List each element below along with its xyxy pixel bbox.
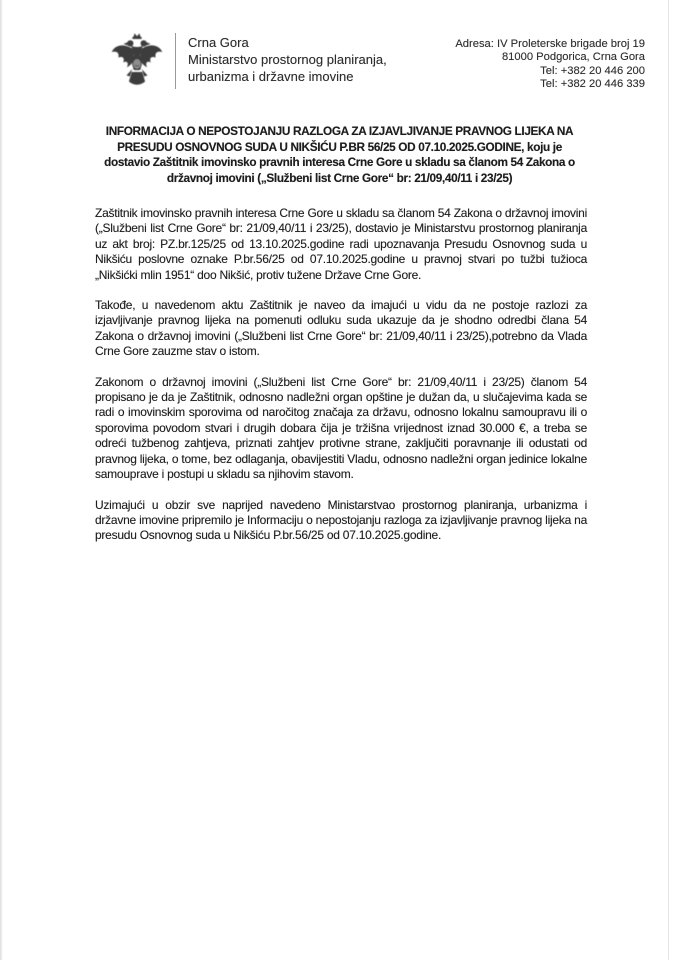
org-ministry-line-2: urbanizma i državne imovine [188,69,354,84]
address-line: Adresa: IV Proleterske brigade broj 19 [455,38,645,50]
title-line-1: INFORMACIJA O NEPOSTOJANJU RAZLOGA ZA IZJAVLJIVANJE PRAVNOG LIJEKA NA [105,124,574,138]
phone-line: Tel: +382 20 446 339 [540,78,645,91]
phone-line: Tel: +382 20 446 200 [540,64,645,77]
address-block [455,30,645,92]
title-line-3: dostavio Zaštitnik imovinsko pravnih interesa Crne Gore u skladu sa članom 54 Zakona o [104,155,575,170]
address-line: 81000 Podgorica, Crna Gora [501,51,645,64]
paragraph-1: Zaštitnik imovinsko pravnih interesa Crne Gore u skladu sa članom 54 Zakona o državnoj imovini („Službeni list Crne Gore“ br: 21/09,40/11 i 23/25), dostavio je Ministarstvu prostornog planiranja uz akt broj: PZ.br.125/25 od 13.10.2025.godine radi upoznavanja Presudu Osnovnog suda u Nikšiću poslovne oznake P.br.56/25 od 07.10.2025.godine u pravnoj stvari po tužbi tužioca „Nikšićki mlin 1951“ doo Nikšić, protiv tužene Države Crne Gore. [95,206,587,282]
paragraph-2: Takođe, u navedenom aktu Zaštitnik je naveo da imajući u vidu da ne postoje razlozi za izjavljivanje pravnog lijeka na pomenuti odluku suda ukazuje da je shodno odredbi člana 54 Zakona o državnoj imovini („Službeni list Crne Gore“ br: 21/09,40/11 i 23/25),potrebno da Vlada Crne Gore zauzme stav o istom. [95,298,587,359]
montenegro-coat-of-arms-icon [108,30,166,93]
title-line-4: državnoj imovini („Službeni list Crne Gore“ br: 21/09,40/11 i 23/25) [166,170,513,185]
org-ministry-line-1: Ministarstvo prostornog planiranja, [188,52,387,67]
org-country: Crna Gora [188,35,249,50]
document-body [95,206,587,559]
title-line-2: PRESUDU OSNOVNOG SUDA U NIKŠIĆU P.BR 56/25 OD 07.10.2025.GODINE, koju je [117,139,562,154]
paragraph-4: Uzimajući u obzir sve naprijed navedeno Ministarstvao prostornog planiranja, urbanizma i državne imovine pripremilo je Informaciju o nepostojanju razloga za izjavljivanje pravnog lijeka na presudu Osnovnog suda u Nikšiću P.br.56/25 od 07.10.2025.godine. [95,497,587,543]
letterhead [108,30,645,93]
document-title [0,124,679,186]
paragraph-3: Zakonom o državnoj imovini („Službeni list Crne Gore“ br: 21/09,40/11 i 23/25) članom 54 propisano je da je Zaštitnik, odnosno nadležni organ opštine je dužan da, u slučajevima kada se radi o imovinskim sporovima od naročitog značaja za državu, odnosno lokalnu samoupravu ili o sporovima povodom stvari i drugih dobara čija je tržišna vrijednost iznad 30.000 €, a treba se odreći tužbenog zahtjeva, priznati zahtjev protivne strane, zaključiti poravnanje ili odustati od pravnog lijeka, o tome, bez odlaganja, obavijestiti Vladu, odnosno nadležni organ jedinice lokalne samouprave i postupi u skladu sa njihovim stavom. [95,374,587,482]
org-name-block [176,30,387,85]
